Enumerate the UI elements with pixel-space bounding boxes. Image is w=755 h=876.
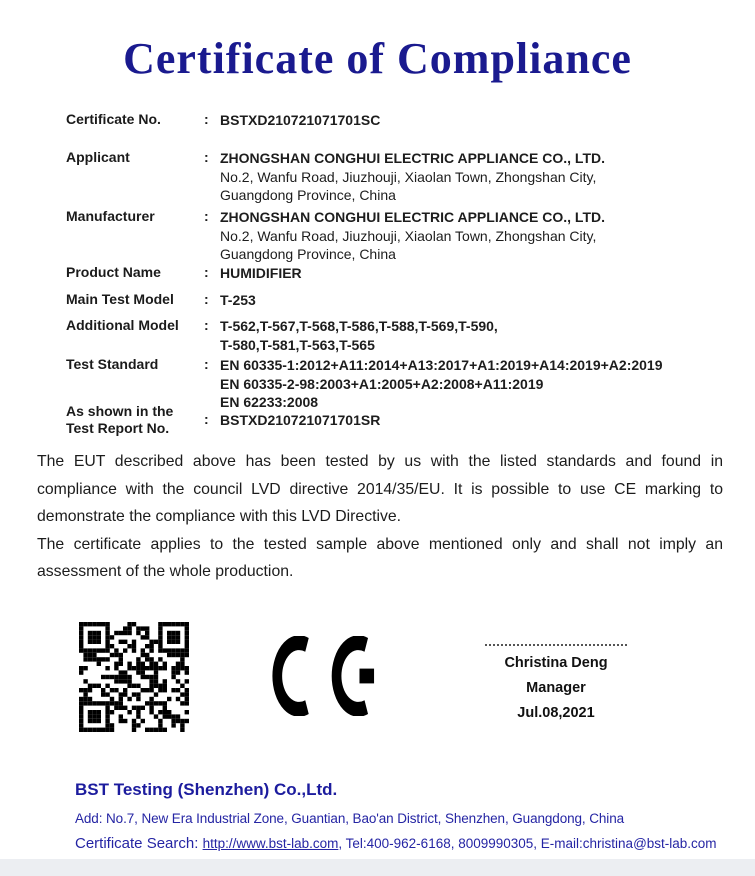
field-colon: : bbox=[204, 317, 209, 333]
field-label: As shown in the Test Report No. bbox=[66, 403, 174, 436]
ce-mark-icon bbox=[272, 636, 376, 716]
field-label: Product Name bbox=[66, 264, 161, 280]
contact-details: , Tel:400-962-6168, 8009990305, E-mail:christina@bst-lab.com bbox=[338, 836, 717, 851]
signature-dotted-line bbox=[485, 644, 627, 646]
issuer-address: Add: No.7, New Era Industrial Zone, Guantian, Bao'an District, Shenzhen, Guangdong, China bbox=[75, 811, 625, 826]
field-row-certificate-no bbox=[66, 111, 726, 130]
field-colon: : bbox=[204, 291, 209, 307]
applicant-address-line2: Guangdong Province, China bbox=[220, 187, 396, 203]
field-label: Additional Model bbox=[66, 317, 179, 333]
test-report-number: BSTXD210721071701SR bbox=[220, 412, 381, 428]
test-standard-line3: EN 62233:2008 bbox=[220, 394, 319, 410]
product-name: HUMIDIFIER bbox=[220, 265, 302, 281]
manufacturer-name: ZHONGSHAN CONGHUI ELECTRIC APPLIANCE CO., LTD. bbox=[220, 209, 605, 225]
signer-name: Christina Deng bbox=[504, 655, 608, 671]
manufacturer-address-line2: Guangdong Province, China bbox=[220, 246, 396, 262]
qr-code-icon bbox=[79, 622, 189, 732]
field-row-product-name bbox=[66, 264, 726, 283]
issuer-company-name: BST Testing (Shenzhen) Co.,Ltd. bbox=[75, 780, 338, 799]
field-row-manufacturer bbox=[66, 208, 726, 264]
field-label: Test Standard bbox=[66, 356, 159, 372]
signature-date: Jul.08,2021 bbox=[517, 705, 595, 721]
manufacturer-address-line1: No.2, Wanfu Road, Jiuzhouji, Xiaolan Town, Zhongshan City, bbox=[220, 227, 597, 244]
test-standard-line2: EN 60335-2-98:2003+A1:2005+A2:2008+A11:2019 bbox=[220, 375, 544, 392]
issuer-footer bbox=[75, 780, 725, 852]
field-label: Applicant bbox=[66, 149, 130, 165]
viewer-bottom-bar bbox=[0, 859, 755, 876]
field-label: Certificate No. bbox=[66, 111, 161, 127]
field-row-applicant bbox=[66, 149, 726, 205]
applicant-name: ZHONGSHAN CONGHUI ELECTRIC APPLIANCE CO., LTD. bbox=[220, 150, 605, 166]
additional-models-line1: T-562,T-567,T-568,T-586,T-588,T-569,T-590, bbox=[220, 318, 498, 334]
certificate-search-link[interactable]: http://www.bst-lab.com bbox=[202, 836, 339, 851]
signature-block bbox=[466, 644, 646, 726]
field-colon: : bbox=[204, 356, 209, 372]
signer-role: Manager bbox=[526, 680, 586, 696]
field-label: Manufacturer bbox=[66, 208, 155, 224]
field-colon: : bbox=[204, 111, 209, 127]
test-standard-line1: EN 60335-1:2012+A11:2014+A13:2017+A1:2019+A14:2019+A2:2019 bbox=[220, 357, 663, 373]
certificate-number: BSTXD210721071701SC bbox=[220, 112, 381, 128]
field-row-main-test-model bbox=[66, 291, 726, 310]
statement-paragraph-2: The certificate applies to the tested sample above mentioned only and shall not imply an assessment of the whole production. bbox=[37, 535, 723, 580]
additional-models-line2: T-580,T-581,T-563,T-565 bbox=[220, 336, 375, 353]
field-row-additional-model bbox=[66, 317, 726, 354]
certificate-search-label: Certificate Search: bbox=[75, 835, 203, 852]
applicant-address-line1: No.2, Wanfu Road, Jiuzhouji, Xiaolan Town, Zhongshan City, bbox=[220, 168, 597, 185]
field-row-test-report-no bbox=[66, 403, 726, 437]
statement-text bbox=[37, 448, 723, 586]
certificate-title: Certificate of Compliance bbox=[123, 34, 632, 83]
field-colon: : bbox=[204, 264, 209, 280]
field-colon: : bbox=[204, 208, 209, 224]
main-test-model: T-253 bbox=[220, 292, 256, 308]
statement-paragraph-1: The EUT described above has been tested by us with the listed standards and found in compliance with the council LVD directive 2014/35/EU. It is possible to use CE marking to demonstrate the compliance with this LVD Directive. bbox=[37, 453, 723, 525]
field-colon: : bbox=[204, 149, 209, 165]
field-colon: : bbox=[204, 411, 209, 427]
field-label: Main Test Model bbox=[66, 291, 174, 307]
certificate-search-line bbox=[75, 835, 725, 852]
